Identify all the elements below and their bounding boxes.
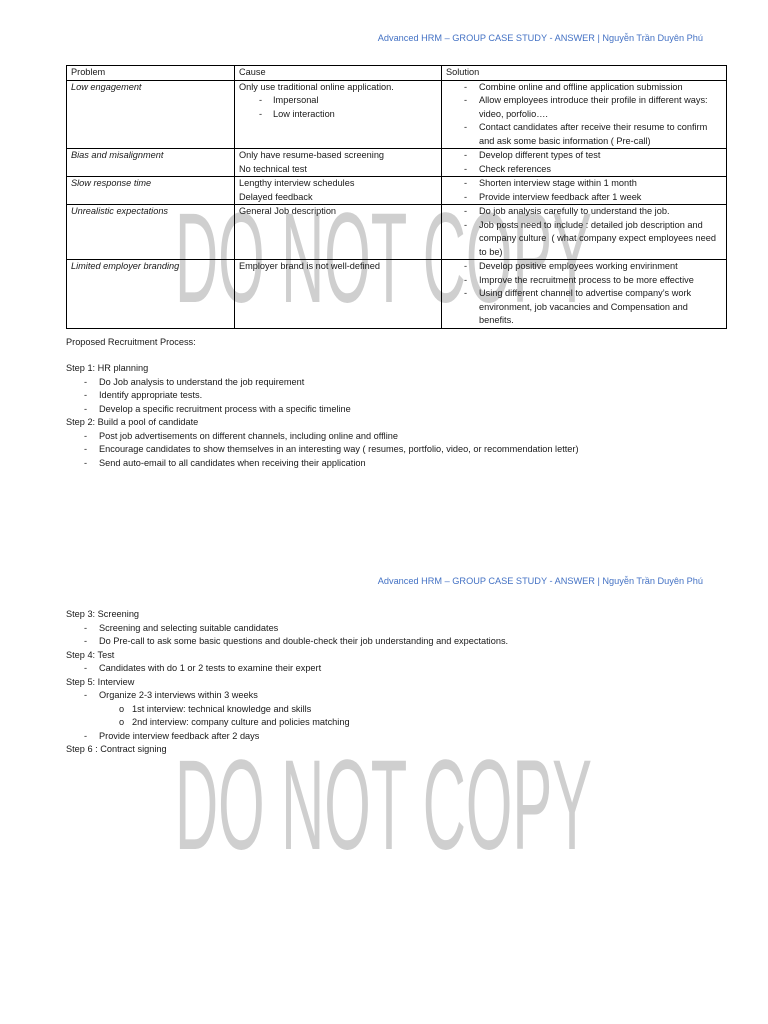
dash-bullet: -: [464, 261, 468, 271]
circle-bullet: o: [119, 703, 125, 714]
process-steps-part-1: [66, 362, 726, 470]
step-item-text: Screening and selecting suitable candidates: [99, 622, 279, 633]
cause-text: Only use traditional online application.: [239, 81, 394, 92]
running-header: Advanced HRM – GROUP CASE STUDY - ANSWER | Nguyễn Trần Duyên Phú: [377, 33, 703, 43]
step-item-text: Encourage candidates to show themselves in an interesting way ( resumes, portfolio, video, or recommendation letter): [99, 444, 579, 454]
table-row: [67, 149, 727, 177]
cause-cell: [235, 80, 442, 149]
solution-text: Improve the recruitment process to be more effective: [479, 274, 694, 285]
solution-cell: [442, 205, 727, 260]
dash-bullet: -: [259, 108, 263, 119]
step-label: Step 1: HR planning: [66, 363, 149, 373]
dash-bullet: -: [464, 95, 468, 105]
solution-text: Using different channel to advertise company’s work environment, job vacancies and Compensation and benefits.: [479, 288, 694, 325]
step-item-text: Do Job analysis to understand the job requirement: [99, 376, 305, 387]
dash-bullet: -: [84, 663, 88, 673]
dash-bullet: -: [464, 206, 468, 216]
cause-cell: [235, 205, 442, 260]
table-row: [67, 177, 727, 205]
solution-text: Job posts need to include : detailed job description and company culture ( what company expect employees need to be): [479, 219, 719, 257]
step-subitem: [66, 716, 726, 730]
solution-item: [446, 191, 722, 205]
solution-text: Shorten interview stage within 1 month: [479, 178, 637, 188]
step-item: [66, 389, 726, 403]
dash-bullet: -: [84, 430, 88, 441]
solution-text: Combine online and offline application submission: [479, 81, 683, 92]
process-steps-part-2: [66, 608, 726, 757]
step-item-text: Send auto-email to all candidates when receiving their application: [99, 457, 366, 468]
dash-bullet: -: [84, 376, 88, 387]
column-header-cause: Cause: [235, 66, 442, 81]
solution-item: [446, 121, 722, 148]
step-4: [66, 649, 726, 676]
step-item-text: Post job advertisements on different channels, including online and offline: [99, 430, 398, 441]
step-item-text: Candidates with do 1 or 2 tests to examine their expert: [99, 663, 322, 673]
step-item: [66, 730, 726, 744]
solution-item: [446, 219, 722, 260]
step-item: [66, 689, 726, 703]
solution-cell: [442, 260, 727, 329]
cause-cell: [235, 149, 442, 177]
step-label: Step 4: Test: [66, 649, 115, 660]
process-title: Proposed Recruitment Process:: [66, 337, 196, 347]
step-label: Step 6 : Contract signing: [66, 744, 167, 754]
cause-text: Only have resume-based screening: [239, 150, 385, 160]
step-item-text: Identify appropriate tests.: [99, 390, 203, 400]
table-header-row: [67, 66, 727, 81]
cause-text: Lengthy interview schedules: [239, 178, 355, 188]
solution-item: [446, 205, 722, 219]
solution-item: [446, 177, 722, 191]
cause-subitem: [239, 94, 437, 108]
running-header: Advanced HRM – GROUP CASE STUDY - ANSWER | Nguyễn Trần Duyên Phú: [377, 576, 703, 586]
watermark-text: DO NOT COPY: [175, 202, 592, 312]
step-6: [66, 743, 726, 757]
solution-item: [446, 274, 722, 288]
column-header-solution: Solution: [442, 66, 727, 81]
watermark-text: DO NOT COPY: [175, 749, 592, 859]
dash-bullet: -: [84, 622, 88, 633]
step-item: [66, 430, 726, 444]
watermark: [175, 749, 595, 859]
solution-cell: [442, 177, 727, 205]
step-2: [66, 416, 726, 470]
cause-text: No technical test: [239, 163, 307, 174]
problem-cell: Bias and misalignment: [67, 149, 235, 177]
solution-text: Allow employees introduce their profile in different ways: video, porfolio….: [479, 95, 711, 119]
dash-bullet: -: [84, 636, 88, 646]
step-item: [66, 443, 726, 457]
step-3: [66, 608, 726, 649]
circle-bullet: o: [119, 717, 125, 727]
dash-bullet: -: [84, 457, 88, 468]
solution-text: Develop positive employees working envirinment: [479, 261, 678, 271]
cause-cell: [235, 260, 442, 329]
dash-bullet: -: [84, 403, 88, 414]
dash-bullet: -: [464, 178, 468, 188]
problem-cell: Limited employer branding: [67, 260, 235, 329]
step-item: [66, 457, 726, 471]
solution-text: Do job analysis carefully to understand the job.: [479, 206, 670, 216]
table-row: [67, 205, 727, 260]
solution-text: Provide interview feedback after 1 week: [479, 191, 642, 202]
solution-item: [446, 163, 722, 177]
step-item: [66, 403, 726, 417]
solution-item: [446, 287, 722, 328]
solution-text: Check references: [479, 163, 552, 174]
step-subitem: [66, 703, 726, 717]
cause-cell: [235, 177, 442, 205]
dash-bullet: -: [84, 690, 88, 700]
step-item: [66, 662, 726, 676]
dash-bullet: -: [464, 288, 468, 298]
step-item: [66, 635, 726, 649]
dash-bullet: -: [259, 95, 263, 105]
cause-subitem-text: Impersonal: [273, 95, 319, 105]
cause-subitem: [239, 108, 437, 122]
dash-bullet: -: [464, 191, 468, 202]
step-item: [66, 376, 726, 390]
column-header-problem: Problem: [67, 66, 235, 81]
cause-text: General Job description: [239, 206, 337, 216]
dash-bullet: -: [464, 274, 468, 285]
step-item: [66, 622, 726, 636]
step-item-text: Organize 2-3 interviews within 3 weeks: [99, 690, 258, 700]
step-subitem-text: 1st interview: technical knowledge and skills: [132, 703, 312, 714]
cause-text: Employer brand is not well-defined: [239, 261, 380, 271]
dash-bullet: -: [464, 150, 468, 160]
problem-cell: Low engagement: [67, 80, 235, 149]
solution-text: Develop different types of test: [479, 150, 601, 160]
step-subitem-text: 2nd interview: company culture and policies matching: [132, 717, 350, 727]
step-1: [66, 362, 726, 416]
step-label: Step 2: Build a pool of candidate: [66, 417, 199, 427]
solution-item: [446, 81, 722, 95]
dash-bullet: -: [84, 444, 88, 454]
step-item-text: Provide interview feedback after 2 days: [99, 730, 260, 741]
solution-item: [446, 260, 722, 274]
cause-subitem-text: Low interaction: [273, 108, 335, 119]
solution-cell: [442, 149, 727, 177]
table-row: [67, 260, 727, 329]
dash-bullet: -: [464, 81, 468, 92]
solution-cell: [442, 80, 727, 149]
step-label: Step 3: Screening: [66, 609, 140, 619]
step-5: [66, 676, 726, 744]
problem-cell: Slow response time: [67, 177, 235, 205]
step-item-text: Develop a specific recruitment process with a specific timeline: [99, 403, 351, 414]
dash-bullet: -: [464, 163, 468, 174]
step-item-text: Do Pre-call to ask some basic questions and double-check their job understanding and expectations.: [99, 636, 509, 646]
solution-text: Contact candidates after receive their resume to confirm and ask some basic information ( Pre-call): [479, 122, 710, 146]
problem-cell: Unrealistic expectations: [67, 205, 235, 260]
solution-item: [446, 94, 722, 121]
step-label: Step 5: Interview: [66, 676, 135, 687]
dash-bullet: -: [464, 219, 468, 230]
table-row: [67, 80, 727, 149]
dash-bullet: -: [84, 730, 88, 741]
dash-bullet: -: [84, 390, 88, 400]
cause-text: Delayed feedback: [239, 191, 313, 202]
dash-bullet: -: [464, 122, 468, 132]
solution-item: [446, 149, 722, 163]
problem-cause-solution-table: [66, 65, 727, 329]
